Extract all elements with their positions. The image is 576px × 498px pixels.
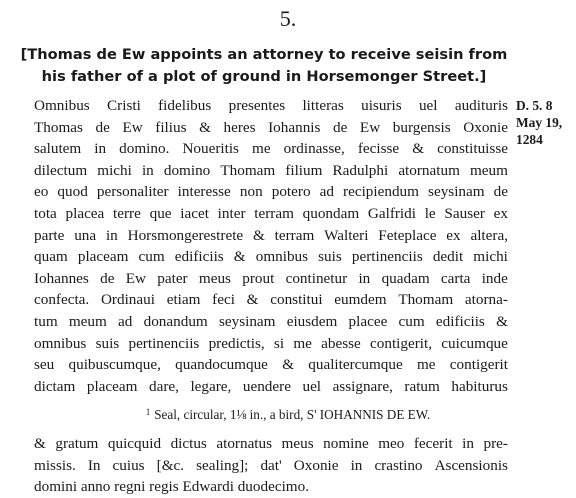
- text-line: quam placeam cum edificiis & omnibus suis pertinenciis dedit michi: [34, 248, 508, 266]
- text-line: tum meum ad donandum seysinam eiusdem placee cum edificiis &: [34, 312, 508, 330]
- document-heading: [Thomas de Ew appoints an attorney to receive seisin from his father of a plot of ground in Horsemonger Street.]: [20, 46, 508, 85]
- text-line: & gratum quicquid dictus atornatus meus nomine meo fecerit in pre-: [34, 435, 508, 452]
- footnote: [0, 403, 576, 424]
- charter-text: [34, 95, 508, 397]
- text-line: seu quibuscumque, quandocumque & qualitercumque me contigerit: [34, 356, 508, 374]
- margin-reference-id: D. 5. 8: [516, 98, 553, 113]
- text-line: dictam placeam dare, legare, uendere uel assignare, ratum habiturus: [34, 377, 508, 395]
- text-line: salutem in domino. Noueritis me ordinasse, fecisse & constituisse: [34, 140, 508, 158]
- text-line: tota placea terre que iacet inter terram quondam Galfridi le Sauser ex: [34, 204, 508, 222]
- text-line: omnibus suis pertinenciis predictis, si me abesse contigerit, cuicumque: [34, 334, 508, 352]
- text-line: Thomas de Ew filius & heres Iohannis de Ew burgensis Oxonie: [34, 118, 508, 136]
- margin-reference: [516, 97, 574, 148]
- document-number: 5.: [279, 6, 297, 31]
- margin-reference-date: May 19,: [516, 115, 563, 130]
- text-line: Omnibus Cristi fidelibus presentes litteras uisuris uel audituris: [34, 97, 508, 114]
- footnote-text: Seal, circular, 1⅛ in., a bird, S' IOHANNIS DE EW.: [154, 407, 431, 422]
- text-line: domini anno regni regis Edwardi duodecimo.: [34, 478, 309, 496]
- footnote-marker: 1: [145, 407, 151, 417]
- margin-reference-year: 1284: [516, 132, 543, 147]
- text-line: eo quod personaliter interesse non potero ad recipiendum seysinam de: [34, 183, 508, 201]
- charter-text-continuation: [34, 433, 508, 498]
- text-line: parte una in Horsmongerestrete & terram Walteri Feteplace ex altera,: [34, 226, 508, 244]
- text-line: dilectum michi in domino Thomam filium Radulphi atornatum meum: [34, 161, 508, 179]
- text-line: confecta. Ordinaui etiam feci & constitui eumdem Thomam atorna-: [34, 291, 508, 309]
- text-line: Iohannes de Ew pater meus prout continetur in quadam carta inde: [34, 269, 508, 287]
- text-line: missis. In cuius [&c. sealing]; dat' Oxonie in crastino Ascensionis: [34, 456, 508, 474]
